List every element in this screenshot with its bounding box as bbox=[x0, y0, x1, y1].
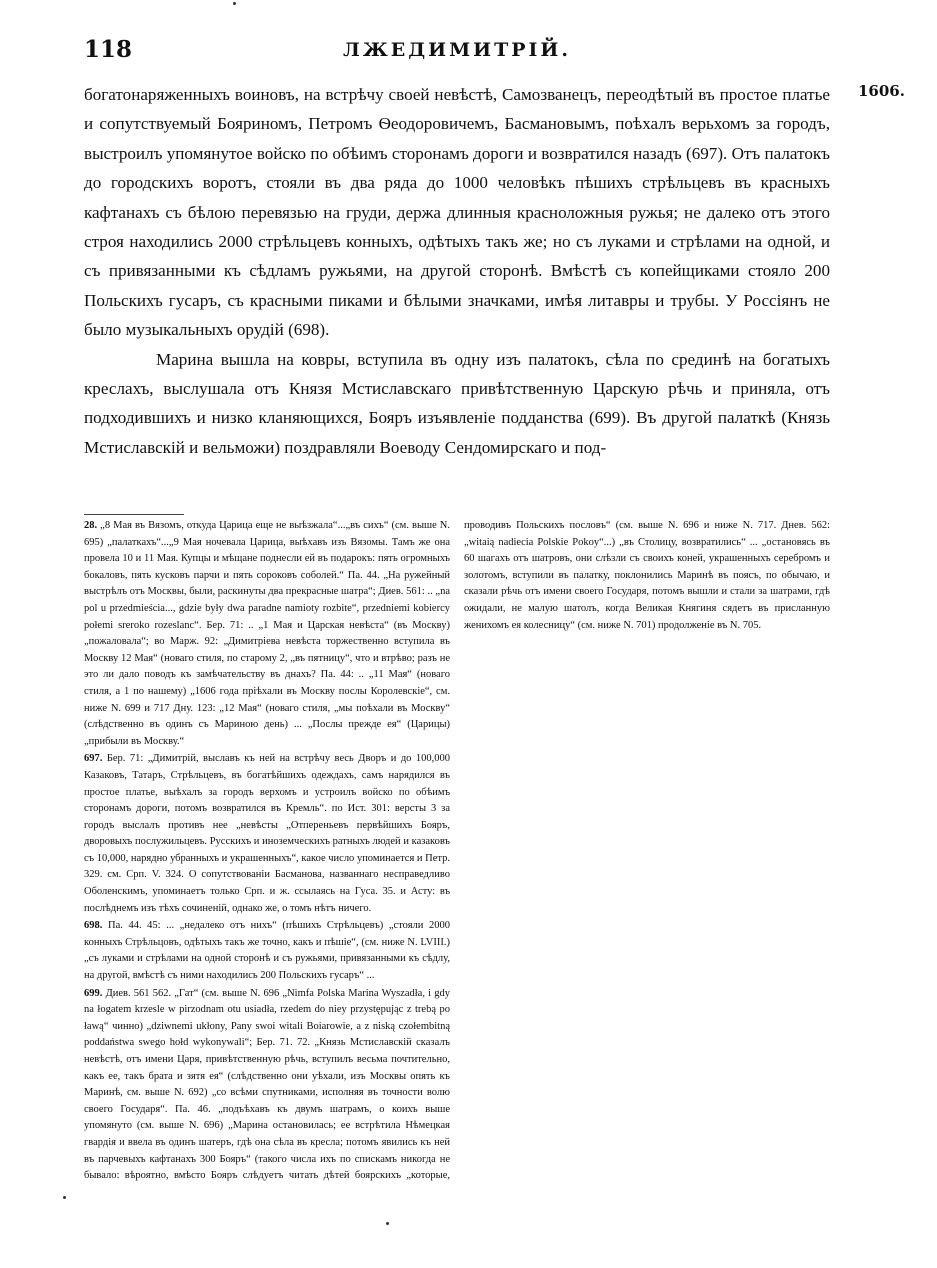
page-header bbox=[84, 36, 830, 70]
footnote-text: Па. 44. 45: ... „недалеко отъ нихъ“ (пѣшихъ Стрѣльцевъ) „стояли 2000 конныхъ Стрѣльцовъ, одѣтыхъ такъ же точно, какъ и пѣшіе“, (см. ниже N. LVIII.) „съ луками и стрѣлами на одной сторонѣ и съ ружьями, привязанными къ сѣдлу, на другой, вмѣстѣ съ ними находились 200 Польскихъ гусаръ“ ... bbox=[84, 920, 451, 982]
running-title: ЛЖЕДИМИТРІЙ. bbox=[343, 39, 571, 61]
footnote-number: 699. bbox=[84, 987, 103, 999]
page-number: 118 bbox=[84, 36, 133, 63]
body-paragraph: Марина вышла на ковры, вступила въ одну изъ палатокъ, сѣла по срединѣ на богатыхъ креслахъ, выслушала отъ Князя Мстиславскаго привѣтственную Царскую рѣчь и приняла, отъ подходившихъ и низко кланяющихся, Бояръ изъявленіе подданства (699). Въ другой палаткѣ (Князь Мстиславскій и вельможи) поздравляли Воеводу Сендомирскаго и под- bbox=[84, 349, 830, 457]
scan-speck bbox=[386, 1222, 389, 1225]
footnote-text: „8 Мая въ Вязомъ, откуда Царица еще не выѣзжала“...„въ сихъ“ (см. выше N. 695) „палаткахъ“...„9 Мая ночевала Царица, выѣхавъ изъ Вязомы. Тамъ же она провела 10 и 11 Мая. Купцы и мѣщане поднесли ей въ подарокъ: пять огромныхъ бокаловъ, пять кусковъ парчи и пять сороковъ соболей.“ Па. 44. „На ружейный выстрѣлъ отъ Москвы, были, раскинуты два прекрасные шатра“; Диев. 561: .. „na pol u przedmieścia..., gdzie były dwa paradne namioty rozbite“, przedniemi kobiercy połemi sreroko rozeslanc“. Бер. 71: .. „1 Мая и Царская невѣста“ (въ Москву) „пожаловала“; во Марж. 92: „Димитріева невѣста торжественно вступила въ Москву 12 Мая“ (новаго стиля, по старому 2, „въ пятницу“, что и втрѣво; разъ не это ли дало поводъ къ замѣчательству въ днахъ? Па. 44: .. „11 Мая“ (новаго стиля, а 1 по нашему) „1606 года пріѣхали въ Москву послы Королевскіе“, см. ниже N. 699 и 717 Дну. 123: „12 Мая“ (новаго стиля, „мы поѣхали въ Москву“ (слѣдственно въ одинъ съ Мариною день) ... „Послы прежде ея“ (Царицы) „прибыли въ Москву.“ bbox=[84, 520, 450, 747]
footnote-divider bbox=[84, 514, 184, 515]
margin-year: 1606. bbox=[858, 82, 905, 100]
footnote bbox=[84, 751, 450, 917]
footnotes bbox=[84, 518, 830, 1198]
main-text bbox=[84, 80, 830, 462]
footnote-number: 28. bbox=[84, 520, 98, 531]
scan-speck bbox=[233, 2, 236, 5]
scan-speck bbox=[63, 1196, 66, 1199]
footnote bbox=[84, 518, 450, 750]
footnote bbox=[84, 918, 450, 984]
footnote-text: Диев. 561 562. „Гат“ (см. выше N. 696 „Nimfa Polska Marina Wyszadła, i gdy na łogatem krzesle w pirzodnam otu usiadła, rzedem do niey przystępując z trebą po ławą“ чинно) „dziwnemi ukłony, Pany swoi witali Boiarowie, a z niską czołembitną poddaństwa swego hołd wykonywali“; Бер. 71. 72. „Князь Мстиславскій сказалъ невѣстѣ, отъ имени Царя, привѣтственную рѣчь, вступилъ весьма почтительно, какъ ее, такъ брата и зятя ея“ (слѣдственно они уѣхали, изъ Москвы опять къ Маринѣ, см. выше N. 692) „со всѣми спутниками, исполняя въ точности волю своего Государя“. Па. 46. „подъѣхавъ къ двумъ шатрамъ, о коихъ выше упомянуто (см. выше N. 696) „Марина остановилась; ее встрѣтила Нѣмецкая гвардія и ввела въ одинъ шатеръ, гдѣ она сѣла въ кресла; потомъ явились къ ней въ парчевыхъ кафтанахъ 300 Бояръ“ (такого числа ихъ по спискамъ никогда не бывало: вѣроятно, вмѣсто Бояръ слѣдуетъ читать дѣтей боярскихъ „которые, проводивъ Польскихъ пословъ“ (см. выше N. 696 и ниже N. 717. Днев. 562: „witaią nadiecia Polskie Pokoy“...) „въ Столицу, возвратились“ ... „остановясь въ 60 шагахъ отъ шатровъ, они слѣзли съ своихъ коней, украшенныхъ серебромъ и золотомъ, вступили въ палатку, поклонились Маринѣ въ поясъ, по обычаю, и сказали рѣчь отъ имени своего Государя, потомъ вышли и стали за шатрами, гдѣ ожидали, не малую шатолъ, когда Великая Княгиня сядетъ въ присланную женихомъ ея колесницу“ (см. ниже N. 701) продолженіе въ N. 705. bbox=[84, 520, 830, 1182]
footnote-number: 698. bbox=[84, 920, 103, 932]
body-paragraph: богатонаряженныхъ воиновъ, на встрѣчу своей невѣстѣ, Самозванецъ, переодѣтый въ простое платье и сопутствуемый Бояриномъ, Петромъ Ѳеодоровичемъ, Басмановымъ, поѣхалъ верьхомъ за городъ, выстроилъ упомянутое войско по обѣимъ сторонамъ дороги и возвратился назадъ (697). Отъ палатокъ до городскихъ воротъ, стояли въ два ряда до 1000 человѣкъ пѣшихъ стрѣльцевъ въ красныхъ кафтанахъ съ бѣлою перевязью на груди, держа длинныя красноложныя ружья; не далеко отъ этого строя находились 2000 стрѣльцевъ конныхъ, одѣтыхъ такъ же; но съ луками и стрѣлами на одной, и съ привязанными къ сѣдламъ ружьями, на другой сторонѣ. Вмѣстѣ съ копейщиками стояло 200 Польскихъ гусаръ, съ красными пиками и бѣлыми значками, имѣя литавры и трубы. У Россіянъ не было музыкальныхъ орудій (698). bbox=[84, 85, 831, 340]
footnote-number: 697. bbox=[84, 753, 103, 765]
footnote-text: Бер. 71: „Димитрій, выславъ къ ней на встрѣчу весь Дворъ и до 100,000 Казаковъ, Татаръ, Стрѣльцевъ, въ богатѣйшихъ одеждахъ, самъ нарядился въ простое платье, выѣхалъ за городъ верхомъ и устроилъ войско по обѣимъ сторонамъ дороги, потомъ возвратился въ Кремль“. по Ист. 301: версты 3 за городъ выслалъ противъ нее „невѣсты „Отпереньевъ первѣйшихъ Бояръ, дворовыхъ послужильцевъ. Русскихъ и иноземческихъ ратныхъ людей и казаковъ съ 10,000, нарядно убранныхъ и украшенныхъ“, какое число упоминается и Петр. 329. см. Срп. V. 324. О сопутствованіи Басманова, названнаго несправедливо Оболенскимъ, упоминаетъ только Срп. и ж. ссылаясь на Гуса. 35. и Асту: въ послѣднемъ изъ тѣхъ сочиненій, однако же, о томъ нѣтъ ничего. bbox=[84, 753, 450, 914]
